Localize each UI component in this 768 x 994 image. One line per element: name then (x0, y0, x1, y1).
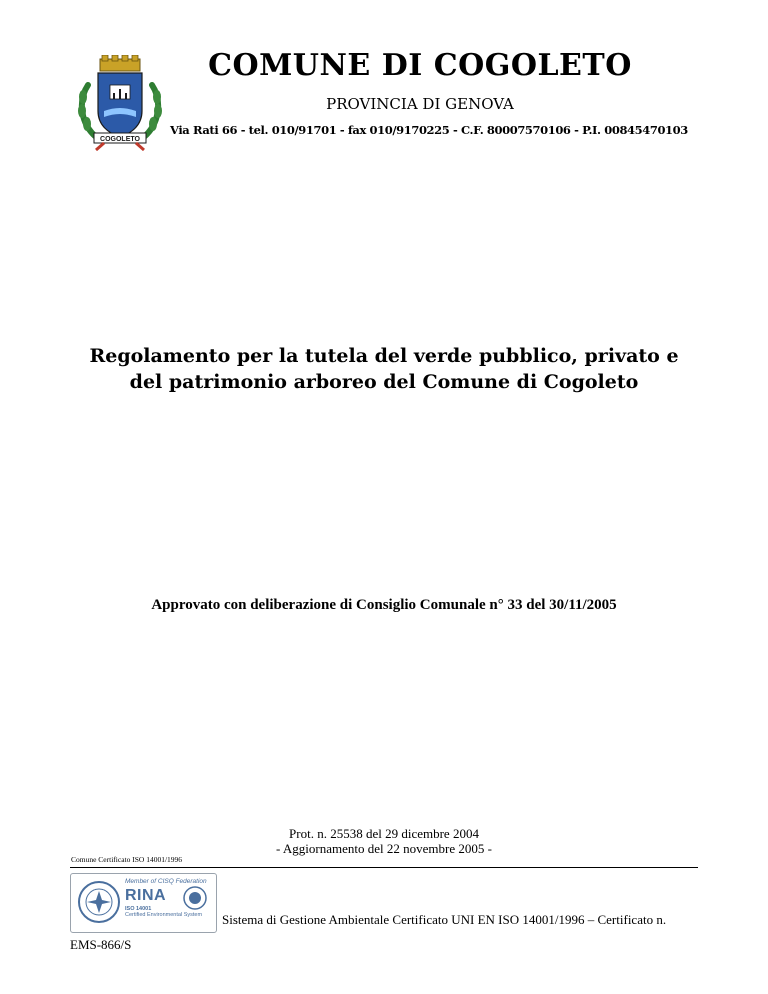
rina-cert-text: Certified Environmental System (125, 912, 203, 918)
approval-statement: Approvato con deliberazione di Consiglio Comunale n° 33 del 30/11/2005 (151, 597, 617, 613)
document-title (70, 343, 698, 395)
ems-certificate-code: EMS-866/S (70, 937, 132, 952)
protocol-info (180, 826, 588, 856)
rina-certification-logo (70, 873, 217, 933)
crest-banner-text: COGOLETO (100, 136, 140, 143)
contact-info: Via Rati 66 - tel. 010/91701 - fax 010/9170225 - C.F. 80007570106 - P.I. 00845470103 (170, 123, 688, 137)
cisq-seal-icon (183, 886, 207, 910)
municipality-name: COMUNE DI COGOLETO (208, 48, 632, 83)
certification-note: Comune Certificato ISO 14001/1996 (71, 855, 183, 864)
rina-name: RINA (125, 887, 167, 904)
document-title-line-2: del patrimonio arboreo del Comune di Cogoleto (129, 371, 639, 393)
ems-certification-text: Sistema di Gestione Ambientale Certificato UNI EN ISO 14001/1996 – Certificato n. (222, 912, 667, 927)
document-title-line-1: Regolamento per la tutela del verde pubblico, privato e (89, 345, 679, 367)
rina-member-text: Member of CISQ Federation (125, 878, 207, 885)
update-date: - Aggiornamento del 22 novembre 2005 - (276, 841, 492, 856)
footer-divider (70, 867, 698, 868)
rina-badge-icon (77, 880, 121, 924)
coat-of-arms-logo (74, 55, 166, 151)
protocol-number: Prot. n. 25538 del 29 dicembre 2004 (289, 826, 479, 841)
province-name: PROVINCIA DI GENOVA (326, 95, 514, 113)
rina-standard: ISO 14001 (125, 906, 152, 912)
